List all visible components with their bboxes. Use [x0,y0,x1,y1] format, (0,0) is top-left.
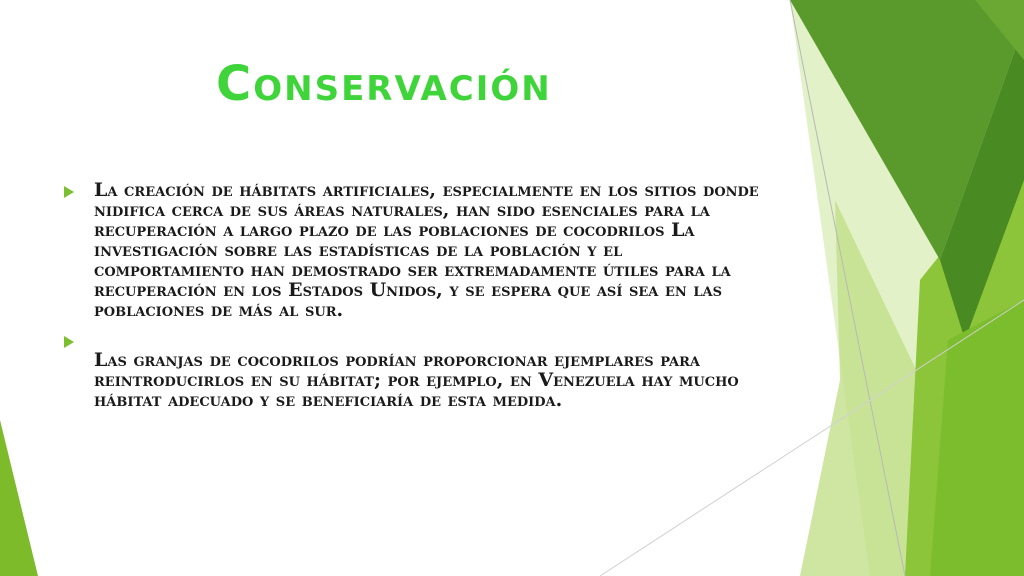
bullet-arrow-icon [64,186,74,198]
bullet-text: La creación de hábitats artificiales, especialmente en los sitios donde nidifica cerca de sus áreas naturales, han sido esenciales para la recuperación a largo plazo de las poblaciones de cocodrilos La investigación sobre las estadísticas de la población y el comportamiento han demostrado ser extremadamente útiles para la recuperación en los Estados Unidos, y se espera que así sea en las poblaciones de más al sur. [94,179,759,321]
bullet-item [64,180,774,320]
bullet-text: Las granjas de cocodrilos podrían proporcionar ejemplares para reintroducirlos en su hábitat; por ejemplo, en Venezuela hay mucho hábitat adecuado y se beneficiaría de esta medida. [94,349,739,411]
slide-title: Conservación [216,56,552,112]
bullet-item [64,330,774,410]
bullet-list [64,180,774,420]
bullet-spacer [94,330,774,350]
bullet-arrow-icon [64,336,74,348]
left-corner-shape [0,420,38,576]
